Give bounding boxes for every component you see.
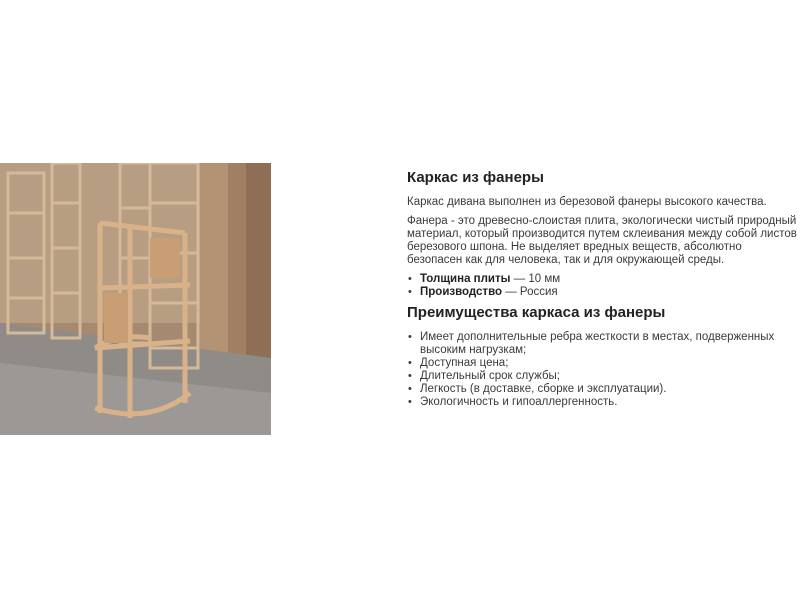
fact-item-thickness	[407, 273, 800, 286]
fact-value: — 10 мм	[513, 273, 561, 285]
fact-label: Производство	[420, 286, 503, 298]
plywood-description-paragraph: Фанера - это древесно-слоистая плита, экологически чистый природный материал, который производится путем склеивания между собой листов березового шпона. Не выделяет вредных веществ, абсолютно безопасен как для человека, так и для окружающей среды.	[407, 215, 797, 266]
list-item-text: Экологичность и гипоаллергенность.	[420, 396, 618, 408]
list-item	[407, 396, 800, 409]
list-item	[407, 370, 800, 383]
bullet-icon: •	[408, 396, 412, 408]
list-item	[407, 357, 800, 370]
plywood-frame-photo	[0, 163, 271, 435]
bullet-icon: •	[408, 357, 412, 369]
fact-value: — Россия	[505, 286, 558, 298]
intro-paragraph: Каркас дивана выполнен из березовой фанеры высокого качества.	[407, 196, 767, 208]
list-item	[407, 331, 800, 357]
facts-list	[407, 273, 800, 299]
section-title-plywood-frame: Каркас из фанеры	[407, 169, 544, 186]
list-item	[407, 383, 800, 396]
fact-label: Толщина плиты	[420, 273, 511, 285]
fact-item-production	[407, 286, 800, 299]
bullet-icon: •	[408, 370, 412, 382]
list-item-text: Доступная цена;	[420, 357, 509, 369]
section-title-advantages: Преимущества каркаса из фанеры	[407, 304, 666, 321]
list-item-text: Легкость (в доставке, сборке и эксплуатации).	[420, 383, 667, 395]
list-item-text: Длительный срок службы;	[420, 370, 560, 382]
bullet-icon: •	[408, 383, 412, 395]
bullet-icon: •	[408, 273, 412, 285]
description-panel	[407, 168, 800, 409]
advantages-list	[407, 331, 800, 409]
list-item-text: Имеет дополнительные ребра жесткости в местах, подверженных высоким нагрузкам;	[420, 331, 775, 356]
bullet-icon: •	[408, 331, 412, 343]
bullet-icon: •	[408, 286, 412, 298]
